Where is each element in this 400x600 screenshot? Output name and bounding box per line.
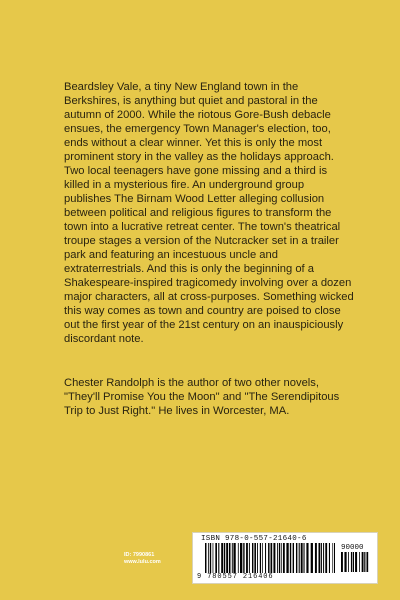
- barcode-bar: [233, 543, 235, 573]
- barcode-bar: [208, 543, 209, 573]
- barcode-bar: [215, 543, 217, 573]
- publisher-info: [124, 552, 161, 566]
- barcode-bar: [243, 543, 244, 573]
- barcode-bar: [334, 543, 335, 573]
- barcode-bar: [252, 543, 253, 573]
- barcode-bar: [296, 543, 297, 573]
- price-code: 90000: [341, 544, 364, 552]
- barcode-bar: [257, 543, 258, 573]
- barcode-bar: [238, 543, 239, 573]
- barcode-bar: [362, 552, 364, 572]
- barcode-bar: [224, 543, 226, 573]
- barcode-bar: [366, 552, 368, 572]
- barcode-bar: [260, 543, 261, 573]
- barcode-bar: [249, 543, 250, 573]
- barcode-bar: [299, 543, 300, 573]
- barcode-bar: [265, 543, 266, 573]
- barcode-bar: [348, 552, 349, 572]
- barcode-bar: [210, 543, 211, 573]
- barcode-bar: [329, 543, 330, 573]
- barcode-bar: [344, 552, 346, 572]
- barcode-bar: [262, 543, 263, 573]
- barcode-bar: [351, 552, 352, 572]
- barcode-bar: [218, 543, 219, 573]
- barcode-bar: [311, 543, 313, 573]
- barcode-bar: [293, 543, 294, 573]
- barcode-bar: [306, 543, 308, 573]
- publisher-id: ID: 7990861: [124, 552, 155, 558]
- barcode-bar: [240, 543, 242, 573]
- barcode-bar: [325, 543, 327, 573]
- barcode-digits: 9 780557 216406: [197, 573, 274, 581]
- barcode-bar: [301, 543, 303, 573]
- barcode-bar: [221, 543, 223, 573]
- barcode-bar: [273, 543, 275, 573]
- barcode-bar: [271, 543, 273, 573]
- barcode-bar: [226, 543, 228, 573]
- barcode-bar: [279, 543, 280, 573]
- isbn-barcode: [192, 532, 378, 584]
- barcode-bar: [283, 543, 285, 573]
- barcode-bar: [254, 543, 256, 573]
- barcode-bar: [355, 552, 357, 572]
- barcode-bar: [332, 543, 333, 573]
- barcode-bar: [315, 543, 317, 573]
- barcode-bar: [303, 543, 304, 573]
- addon-barcode-bars: [341, 552, 371, 572]
- ean-barcode-bars: [205, 543, 335, 573]
- barcode-bar: [353, 552, 354, 572]
- barcode-bar: [281, 543, 282, 573]
- barcode-bar: [341, 552, 343, 572]
- barcode-bar: [205, 543, 206, 573]
- barcode-bar: [213, 543, 214, 573]
- author-bio: Chester Randolph is the author of two other novels, "They'll Promise You the Moon" and "The Serendipitous Trip to Just Right." He lives in Worcester, MA.: [64, 377, 340, 417]
- barcode-bar: [364, 552, 365, 572]
- barcode-bar: [232, 543, 233, 573]
- book-description: Beardsley Vale, a tiny New England town in the Berkshires, is anything but quiet and pastoral in the autumn of 2000. While the riotous Gore-Bush debacle ensues, the emergency Town Manager's election, too, ends without a clear winner. Yet this is only the most prominent story in the valley as the holidays approach. Two local teenagers have gone missing and a third is killed in a mysterious fire. An underground group publishes The Birnam Wood Letter alleging collusion between political and religious figures to transform the town into a lucrative retreat center. The town's theatrical troupe stages a version of the Nutcracker set in a trailer park and featuring an incestuous uncle and extraterrestrials. And this is only the beginning of a Shakespeare-inspired tragicomedy involving over a dozen major characters, all at cross-purposes. Something wicked this way comes as town and country are poised to close out the first year of the 21st century on an inauspiciously discordant note.: [64, 81, 354, 345]
- publisher-site: www.lulu.com: [124, 559, 161, 565]
- barcode-bar: [229, 543, 231, 573]
- barcode-bar: [277, 543, 278, 573]
- barcode-bar: [323, 543, 324, 573]
- barcode-bar: [246, 543, 248, 573]
- barcode-bar: [359, 552, 360, 572]
- barcode-bar: [268, 543, 269, 573]
- barcode-bar: [290, 543, 291, 573]
- isbn-label: ISBN 978-0-557-21640-6: [201, 535, 307, 543]
- barcode-bar: [318, 543, 320, 573]
- barcode-bar: [286, 543, 288, 573]
- barcode-bar: [321, 543, 322, 573]
